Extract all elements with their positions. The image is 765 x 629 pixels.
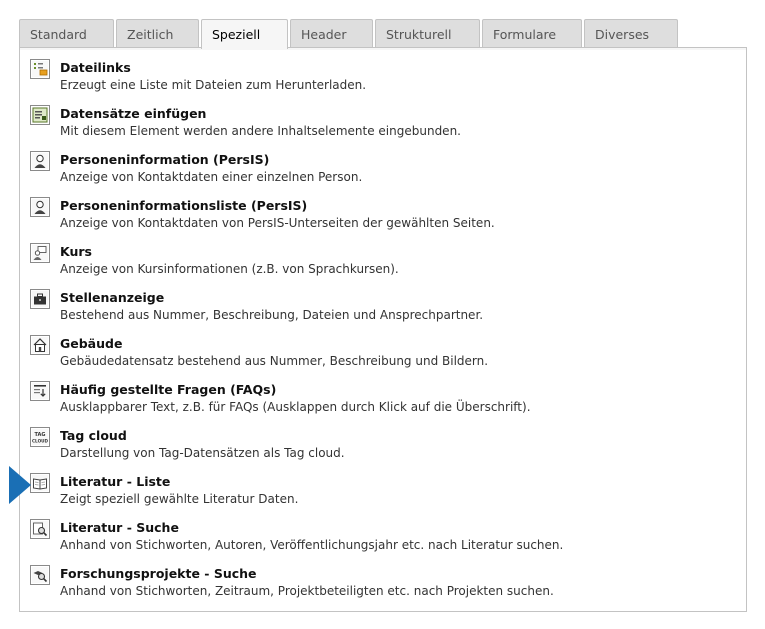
item-title: Forschungsprojekte - Suche [60, 566, 257, 581]
tab-bar [19, 19, 678, 48]
item-description: Darstellung von Tag-Datensätzen als Tag cloud. [60, 446, 345, 460]
research-search-icon [30, 565, 50, 585]
list-item-personeninformationsliste[interactable] [29, 186, 729, 232]
item-title: Kurs [60, 244, 92, 259]
tab-strukturell[interactable]: Strukturell [375, 19, 480, 47]
tab-standard[interactable]: Standard [19, 19, 114, 47]
item-title: Datensätze einfügen [60, 106, 207, 121]
item-description: Gebäudedatensatz bestehend aus Nummer, Beschreibung und Bildern. [60, 354, 489, 368]
list-item-forschungsprojekte-suche[interactable] [29, 554, 729, 600]
svg-text:CLOUD: CLOUD [32, 438, 48, 444]
item-description: Erzeugt eine Liste mit Dateien zum Herunterladen. [60, 78, 367, 92]
person-icon [30, 151, 50, 171]
book-icon [30, 473, 50, 493]
item-title: Personeninformationsliste (PersIS) [60, 198, 308, 213]
list-item-faq[interactable] [29, 370, 729, 416]
item-title: Dateilinks [60, 60, 131, 75]
content-element-panel [19, 47, 747, 612]
item-description: Bestehend aus Nummer, Beschreibung, Dateien und Ansprechpartner. [60, 308, 484, 322]
faq-icon [30, 381, 50, 401]
item-description: Ausklappbarer Text, z.B. für FAQs (Ausklappen durch Klick auf die Überschrift). [60, 400, 531, 414]
item-description: Anzeige von Kontaktdaten einer einzelnen Person. [60, 170, 363, 184]
tab-diverses[interactable]: Diverses [584, 19, 678, 47]
house-icon [30, 335, 50, 355]
selection-pointer-arrow [9, 466, 31, 504]
item-title: Stellenanzeige [60, 290, 165, 305]
item-title: Häufig gestellte Fragen (FAQs) [60, 382, 277, 397]
insert-records-icon [30, 105, 50, 125]
list-item-literatur-suche[interactable] [29, 508, 729, 554]
list-item-dateilinks[interactable] [29, 48, 729, 94]
svg-text:TAG: TAG [34, 432, 46, 438]
item-description: Anhand von Stichworten, Autoren, Veröffentlichungsjahr etc. nach Literatur suchen. [60, 538, 564, 552]
item-description: Anzeige von Kontaktdaten von PersIS-Unterseiten der gewählten Seiten. [60, 216, 495, 230]
tab-header[interactable]: Header [290, 19, 373, 47]
item-description: Zeigt speziell gewählte Literatur Daten. [60, 492, 299, 506]
item-title: Gebäude [60, 336, 123, 351]
list-item-literatur-liste[interactable] [29, 462, 729, 508]
tag-cloud-icon [30, 427, 50, 447]
list-item-tag-cloud[interactable] [29, 416, 729, 462]
item-description: Mit diesem Element werden andere Inhaltselemente eingebunden. [60, 124, 461, 138]
list-item-datensaetze-einfuegen[interactable] [29, 94, 729, 140]
item-title: Personeninformation (PersIS) [60, 152, 270, 167]
person-list-icon [30, 197, 50, 217]
item-description: Anhand von Stichworten, Zeitraum, Projektbeteiligten etc. nach Projekten suchen. [60, 584, 554, 598]
course-icon [30, 243, 50, 263]
item-title: Tag cloud [60, 428, 127, 443]
list-item-gebaeude[interactable] [29, 324, 729, 370]
item-title: Literatur - Suche [60, 520, 179, 535]
tab-formulare[interactable]: Formulare [482, 19, 582, 47]
list-item-personeninformation[interactable] [29, 140, 729, 186]
tab-zeitlich[interactable]: Zeitlich [116, 19, 199, 47]
item-title: Literatur - Liste [60, 474, 171, 489]
briefcase-icon [30, 289, 50, 309]
literature-search-icon [30, 519, 50, 539]
tab-speziell[interactable]: Speziell [201, 19, 288, 49]
list-item-kurs[interactable] [29, 232, 729, 278]
file-links-icon [30, 59, 50, 79]
list-item-stellenanzeige[interactable] [29, 278, 729, 324]
item-description: Anzeige von Kursinformationen (z.B. von Sprachkursen). [60, 262, 399, 276]
